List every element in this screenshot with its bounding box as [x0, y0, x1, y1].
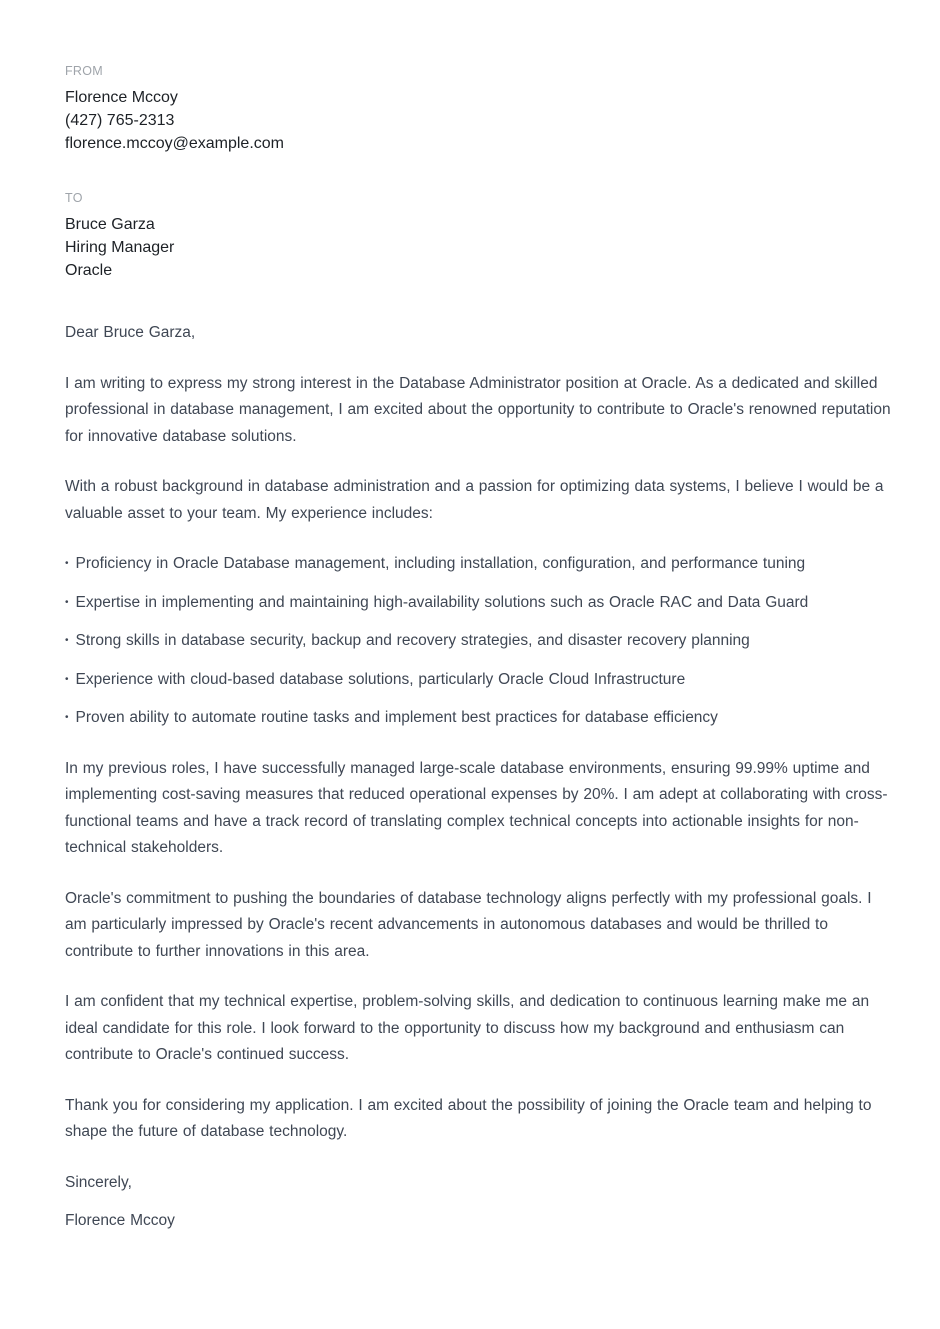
- greeting: Dear Bruce Garza,: [65, 324, 196, 341]
- bullet-icon: •: [65, 673, 69, 685]
- to-label: TO: [65, 191, 83, 205]
- recipient-name: Bruce Garza: [65, 216, 155, 233]
- bullet-text: Strong skills in database security, backup and recovery strategies, and disaster recovery planning: [75, 632, 750, 649]
- bullet-text: Proven ability to automate routine tasks and implement best practices for database efficiency: [75, 709, 718, 726]
- bullet-icon: •: [65, 712, 69, 723]
- from-label: FROM: [65, 64, 103, 78]
- list-item: [65, 628, 895, 655]
- recipient-company: Oracle: [65, 262, 113, 279]
- list-item: [65, 551, 895, 578]
- bullet-icon: •: [65, 596, 69, 608]
- to-section: [65, 191, 895, 282]
- sender-phone: (427) 765-2313: [65, 112, 175, 129]
- bullet-icon: •: [65, 635, 69, 646]
- signoff: Sincerely,: [65, 1173, 132, 1191]
- bullet-text: Experience with cloud-based database solutions, particularly Oracle Cloud Infrastructure: [75, 670, 686, 688]
- paragraph-achievements: In my previous roles, I have successfully managed large-scale database environments, ensuring 99.99% uptime and implementing cost-saving measures that reduced operational expenses by 20%. I am adept at collaborating with cross-functional teams and have a track record of translating complex technical concepts into actionable insights for non-technical stakeholders.: [65, 759, 888, 856]
- paragraph-company-alignment: Oracle's commitment to pushing the boundaries of database technology aligns perfectly with my professional goals. I am particularly impressed by Oracle's recent advancements in autonomous databases and would be thrilled to contribute to further innovations in this area.: [65, 889, 872, 960]
- signature-name: Florence Mccoy: [65, 1212, 175, 1229]
- letter-body: [65, 320, 895, 1235]
- bullet-icon: •: [65, 558, 69, 569]
- list-item: [65, 705, 895, 732]
- experience-bullet-list: [65, 551, 895, 732]
- bullet-text: Proficiency in Oracle Database management, including installation, configuration, and performance tuning: [75, 555, 806, 572]
- paragraph-thanks: Thank you for considering my application. I am excited about the possibility of joining the Oracle team and helping to shape the future of database technology.: [65, 1096, 872, 1140]
- sender-name: Florence Mccoy: [65, 89, 178, 106]
- bullet-text: Expertise in implementing and maintaining high-availability solutions such as Oracle RAC and Data Guard: [75, 593, 809, 611]
- recipient-title: Hiring Manager: [65, 239, 175, 256]
- paragraph-intro: I am writing to express my strong interest in the Database Administrator position at Oracle. As a dedicated and skilled professional in database management, I am excited about the opportunity to contribute to Oracle's renowned reputation for innovative database solutions.: [65, 374, 891, 445]
- paragraph-background: With a robust background in database administration and a passion for optimizing data systems, I believe I would be a valuable asset to your team. My experience includes:: [65, 478, 884, 522]
- from-section: [65, 64, 895, 155]
- sender-email: florence.mccoy@example.com: [65, 135, 284, 152]
- list-item: [65, 667, 895, 694]
- paragraph-candidacy: I am confident that my technical expertise, problem-solving skills, and dedication to continuous learning make me an ideal candidate for this role. I look forward to the opportunity to discuss how my background and enthusiasm can contribute to Oracle's continued success.: [65, 993, 870, 1063]
- list-item: [65, 590, 895, 617]
